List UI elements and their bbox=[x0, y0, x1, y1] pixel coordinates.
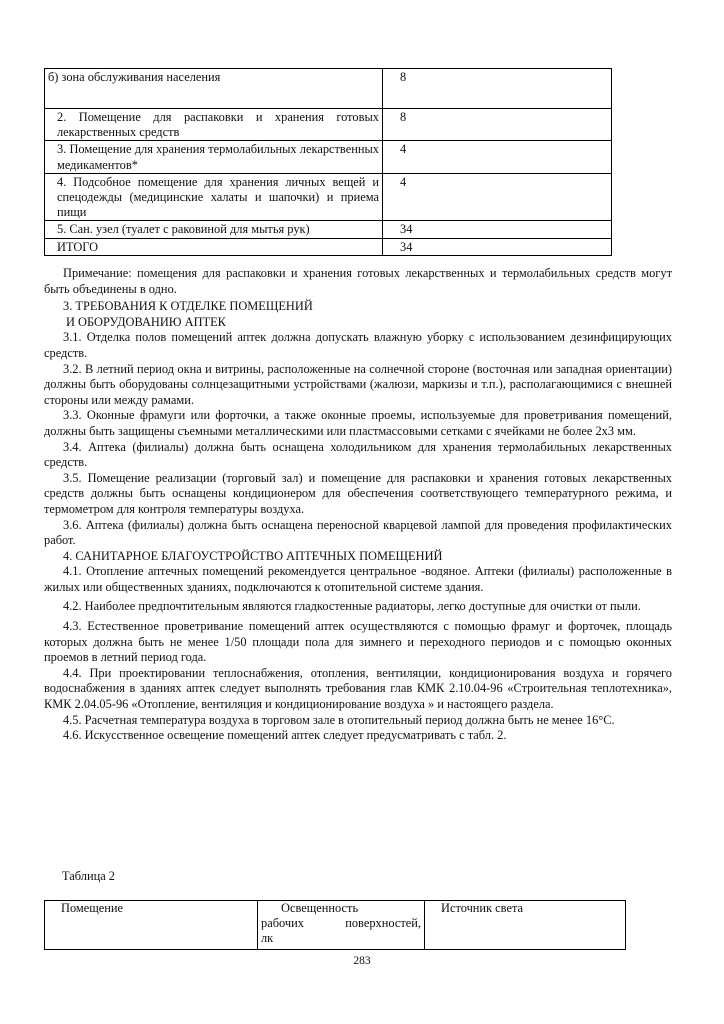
illuminance-header-unit: лк bbox=[261, 931, 274, 945]
room-name-cell: б) зона обслуживания населения bbox=[45, 69, 383, 109]
room-area-cell: 34 bbox=[383, 221, 612, 238]
note-paragraph: Примечание: помещения для распаковки и хранения готовых лекарственных и термолабильных средств могут быть объединены в одно. bbox=[44, 266, 672, 296]
paragraph-3-6: 3.6. Аптека (филиалы) должна быть оснащена переносной кварцевой лампой для проведения профилактических работ. bbox=[44, 517, 672, 548]
illuminance-header-line-2 bbox=[261, 916, 421, 931]
paragraph-4-1: 4.1. Отопление аптечных помещений рекомендуется центральное -водяное. Аптеки (филиалы) расположенные в жилых или общественных зданиях, подключаются к отопительной системе здания. bbox=[44, 564, 672, 594]
room-name-cell: 3. Помещение для хранения термолабильных лекарственных медикаментов* bbox=[45, 141, 383, 173]
room-area-cell: 4 bbox=[383, 173, 612, 221]
room-area-cell: 8 bbox=[383, 69, 612, 109]
paragraph-4-6: 4.6. Искусственное освещение помещений аптек следует предусматривать с табл. 2. bbox=[63, 728, 507, 743]
table-row bbox=[45, 141, 612, 173]
room-area-cell: 8 bbox=[383, 109, 612, 141]
paragraph-3-5: 3.5. Помещение реализации (торговый зал) и помещение для распаковки и хранения готовых лекарственных средств должны быть оснащены кондиционером для обеспечения соответствующего температурного режима, и термометром для контроля температуры воздуха. bbox=[44, 470, 672, 516]
lighting-table bbox=[44, 900, 626, 950]
paragraph-4-4: 4.4. При проектировании теплоснабжения, отопления, вентиляции, кондиционирования воздуха и горячего водоснабжения в зданиях аптек следует выполнять требования глав КМК 2.10.04-96 «Строительная теплотехника», КМК 2.04.05-96 «Отопление, вентиляция и кондиционирование воздуха » и настоящего раздела. bbox=[44, 665, 672, 712]
room-name-cell: 2. Помещение для распаковки и хранения готовых лекарственных средств bbox=[45, 109, 383, 141]
room-name-cell: 5. Сан. узел (туалет с раковиной для мытья рук) bbox=[45, 221, 383, 238]
table-row bbox=[45, 173, 612, 221]
paragraph-3-3: 3.3. Оконные фрамуги или форточки, а также оконные проемы, используемые для проветривания помещений, должны быть защищены съемными металлическими или пластмассовыми сетками с ячейками не более 2х3 мм. bbox=[44, 408, 672, 438]
table-2-caption: Таблица 2 bbox=[62, 869, 115, 883]
table-row bbox=[45, 238, 612, 255]
paragraph-4-2: 4.2. Наиболее предпочтительным являются гладкостенные радиаторы, легко доступные для очистки от пыли. bbox=[63, 599, 641, 614]
column-header-room: Помещение bbox=[45, 901, 258, 950]
paragraph-3-4: 3.4. Аптека (филиалы) должна быть оснащена холодильником для хранения термолабильных лекарственных средств. bbox=[44, 439, 672, 470]
paragraph-3-2: 3.2. В летний период окна и витрины, расположенные на солнечной стороне (восточная или западная ориентации) должны быть оборудованы солнцезащитными устройствами (жалюзи, маркизы и т.п.), располагающимися с внешней стороны или между рамами. bbox=[44, 361, 672, 407]
table-total-label: ИТОГО bbox=[45, 238, 383, 255]
illuminance-header-word: поверхностей, bbox=[345, 916, 421, 930]
paragraph-4-3: 4.3. Естественное проветривание помещений аптек осуществляются с помощью фрамуг и форточек, площадь которых должна быть не менее 1/50 площади пола для зимнего и переходного периодов и с помощью оконных проемов в летний период года. bbox=[44, 619, 672, 665]
page-number: 283 bbox=[353, 955, 371, 967]
table-header-row bbox=[45, 901, 626, 950]
document-body bbox=[44, 266, 672, 744]
section-3-heading-cont: И ОБОРУДОВАНИЮ АПТЕК bbox=[66, 314, 226, 329]
illuminance-header-word: рабочих bbox=[261, 916, 304, 930]
room-name-cell: 4. Подсобное помещение для хранения личных вещей и спецодежды (медицинские халаты и шапочки) и приема пищи bbox=[45, 173, 383, 221]
paragraph-3-1: 3.1. Отделка полов помещений аптек должна допускать влажную уборку с использованием дезинфицирующих средств. bbox=[44, 330, 672, 360]
illuminance-header-line-1: Освещенность bbox=[281, 901, 359, 915]
table-row bbox=[45, 109, 612, 141]
section-4-heading: 4. САНИТАРНОЕ БЛАГОУСТРОЙСТВО АПТЕЧНЫХ ПОМЕЩЕНИЙ bbox=[63, 548, 443, 563]
table-row bbox=[45, 221, 612, 238]
column-header-illuminance bbox=[258, 901, 425, 950]
rooms-area-table bbox=[44, 68, 612, 256]
section-3-heading: 3. ТРЕБОВАНИЯ К ОТДЕЛКЕ ПОМЕЩЕНИЙ bbox=[63, 299, 313, 314]
table-row bbox=[45, 69, 612, 109]
room-area-cell: 4 bbox=[383, 141, 612, 173]
table-total-value: 34 bbox=[383, 238, 612, 255]
paragraph-4-5: 4.5. Расчетная температура воздуха в торговом зале в отопительный период должна быть не менее 16°С. bbox=[63, 712, 615, 727]
column-header-light-source: Источник света bbox=[425, 901, 626, 950]
